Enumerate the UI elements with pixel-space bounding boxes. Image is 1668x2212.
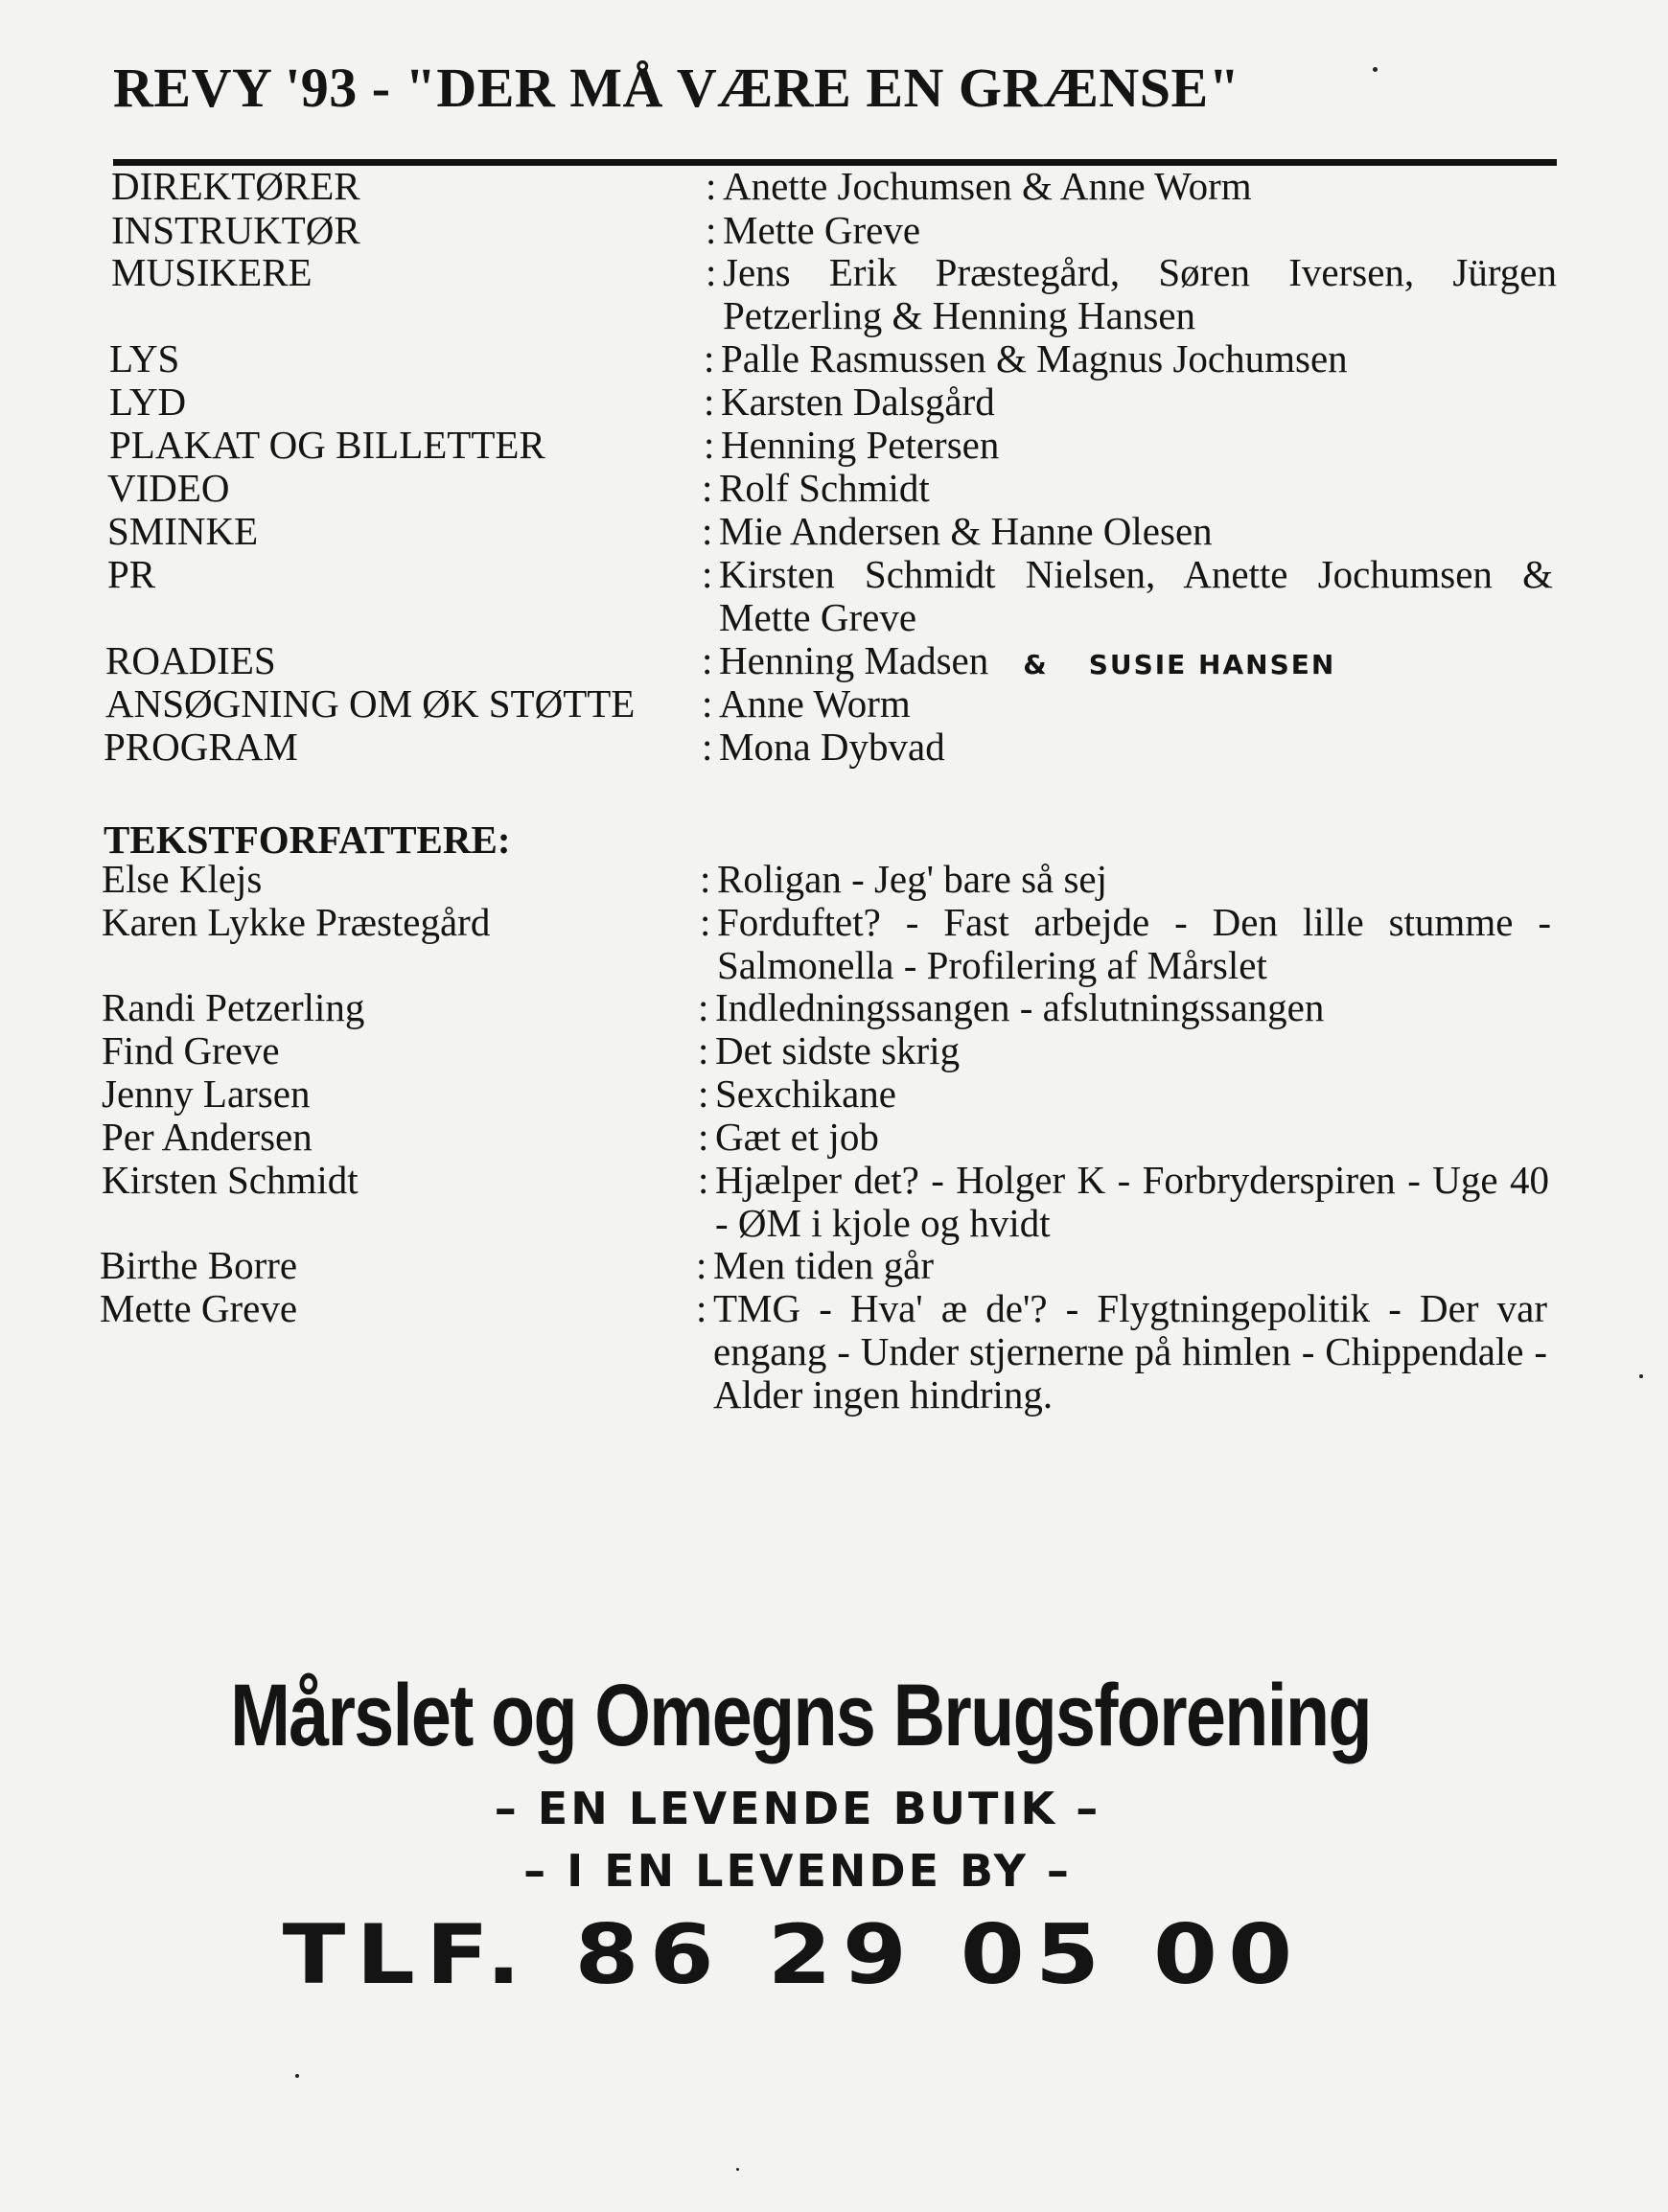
writer-separator: :	[698, 1158, 709, 1202]
writer-name: Jenny Larsen	[102, 1071, 311, 1116]
writer-separator: :	[698, 985, 709, 1029]
writer-name: Find Greve	[102, 1028, 280, 1072]
credit-value: Jens Erik Præstegård, Søren Iversen, Jürgen Petzerling & Henning Hansen	[723, 250, 1557, 337]
credit-role: MUSIKERE	[111, 250, 313, 294]
writer-separator: :	[696, 1243, 707, 1287]
writer-separator: :	[700, 900, 711, 944]
credit-separator: :	[706, 208, 717, 252]
credit-separator: :	[702, 552, 713, 596]
writer-works: Roligan - Jeg' bare så sej	[717, 857, 1108, 901]
credit-separator: :	[702, 638, 713, 682]
credit-value: Henning Madsen	[719, 638, 989, 682]
handwritten-annotation	[1023, 649, 1335, 680]
writer-works: TMG - Hva' æ de'? - Flygtningepolitik - Der var engang - Under stjernerne på himlen - Chippendale - Alder ingen hindring.	[713, 1286, 1547, 1417]
credit-value-roadies	[719, 639, 1582, 686]
credit-value: Rolf Schmidt	[719, 466, 930, 510]
writers-heading: TEKSTFORFATTERE:	[104, 818, 511, 862]
ad-slogan-line2: – I EN LEVENDE BY –	[523, 1845, 1072, 1897]
credit-separator: :	[704, 336, 715, 380]
writer-works: Sexchikane	[715, 1071, 896, 1116]
credit-value: Mette Greve	[723, 208, 921, 252]
credit-separator: :	[702, 466, 713, 510]
credit-value: Palle Rasmussen & Magnus Jochumsen	[721, 336, 1348, 380]
ad-phone: TLF. 86 29 05 00	[282, 1907, 1304, 2003]
handwritten-name: SUSIE HANSEN	[1088, 649, 1336, 680]
writer-works: Indledningssangen - afslutningssangen	[715, 985, 1325, 1029]
scan-speck	[1639, 1374, 1643, 1378]
credit-role: LYD	[109, 380, 187, 424]
credit-separator: :	[702, 725, 713, 769]
writer-separator: :	[696, 1286, 707, 1330]
writer-name: Mette Greve	[100, 1286, 298, 1330]
handwritten-ampersand: &	[1023, 649, 1049, 680]
writer-separator: :	[700, 857, 711, 901]
credit-separator: :	[706, 250, 717, 294]
page-title: REVY '93 - "DER MÅ VÆRE EN GRÆNSE"	[113, 57, 1240, 119]
credit-role: VIDEO	[107, 466, 230, 510]
credit-role: LYS	[109, 336, 180, 380]
credit-role: DIREKTØRER	[111, 164, 360, 208]
scan-speck	[1373, 67, 1378, 72]
credit-separator: :	[706, 164, 717, 208]
credit-value: Anne Worm	[719, 681, 911, 726]
ad-store-name: Mårslet og Omegns Brugsforening	[230, 1667, 1371, 1764]
credit-value: Henning Petersen	[721, 423, 1000, 467]
scan-speck	[736, 2168, 739, 2171]
credit-role: SMINKE	[107, 509, 259, 553]
ad-slogan-line1: – EN LEVENDE BUTIK –	[494, 1783, 1101, 1834]
writer-name: Else Klejs	[102, 857, 263, 901]
credit-value: Mie Andersen & Hanne Olesen	[719, 509, 1213, 553]
credit-role: ANSØGNING OM ØK STØTTE	[105, 681, 636, 726]
writer-works: Gæt et job	[715, 1115, 879, 1159]
writer-works: Hjælper det? - Holger K - Forbryderspiren - Uge 40 - ØM i kjole og hvidt	[715, 1158, 1549, 1245]
credit-value: Kirsten Schmidt Nielsen, Anette Jochumsen & Mette Greve	[719, 552, 1553, 639]
writer-name: Per Andersen	[102, 1115, 313, 1159]
writer-works: Det sidste skrig	[715, 1028, 961, 1072]
credit-role: PLAKAT OG BILLETTER	[109, 423, 545, 467]
credit-role: INSTRUKTØR	[111, 208, 360, 252]
writer-separator: :	[698, 1028, 709, 1072]
writer-name: Randi Petzerling	[102, 985, 365, 1029]
writer-works: Forduftet? - Fast arbejde - Den lille stumme - Salmonella - Profilering af Mårslet	[717, 900, 1551, 987]
writer-separator: :	[698, 1071, 709, 1116]
credit-separator: :	[702, 509, 713, 553]
credit-role: ROADIES	[105, 638, 276, 682]
credit-separator: :	[702, 681, 713, 726]
credit-value: Anette Jochumsen & Anne Worm	[723, 164, 1252, 208]
scan-speck	[295, 2074, 299, 2078]
writer-name: Karen Lykke Præstegård	[102, 900, 491, 944]
credit-value: Mona Dybvad	[719, 725, 945, 769]
writer-separator: :	[698, 1115, 709, 1159]
credit-separator: :	[704, 423, 715, 467]
credit-role: PR	[107, 552, 156, 596]
credit-role: PROGRAM	[104, 725, 298, 769]
credit-separator: :	[704, 380, 715, 424]
credit-value: Karsten Dalsgård	[721, 380, 995, 424]
writer-name: Kirsten Schmidt	[102, 1158, 359, 1202]
writer-name: Birthe Borre	[100, 1243, 298, 1287]
writer-works: Men tiden går	[713, 1243, 934, 1287]
